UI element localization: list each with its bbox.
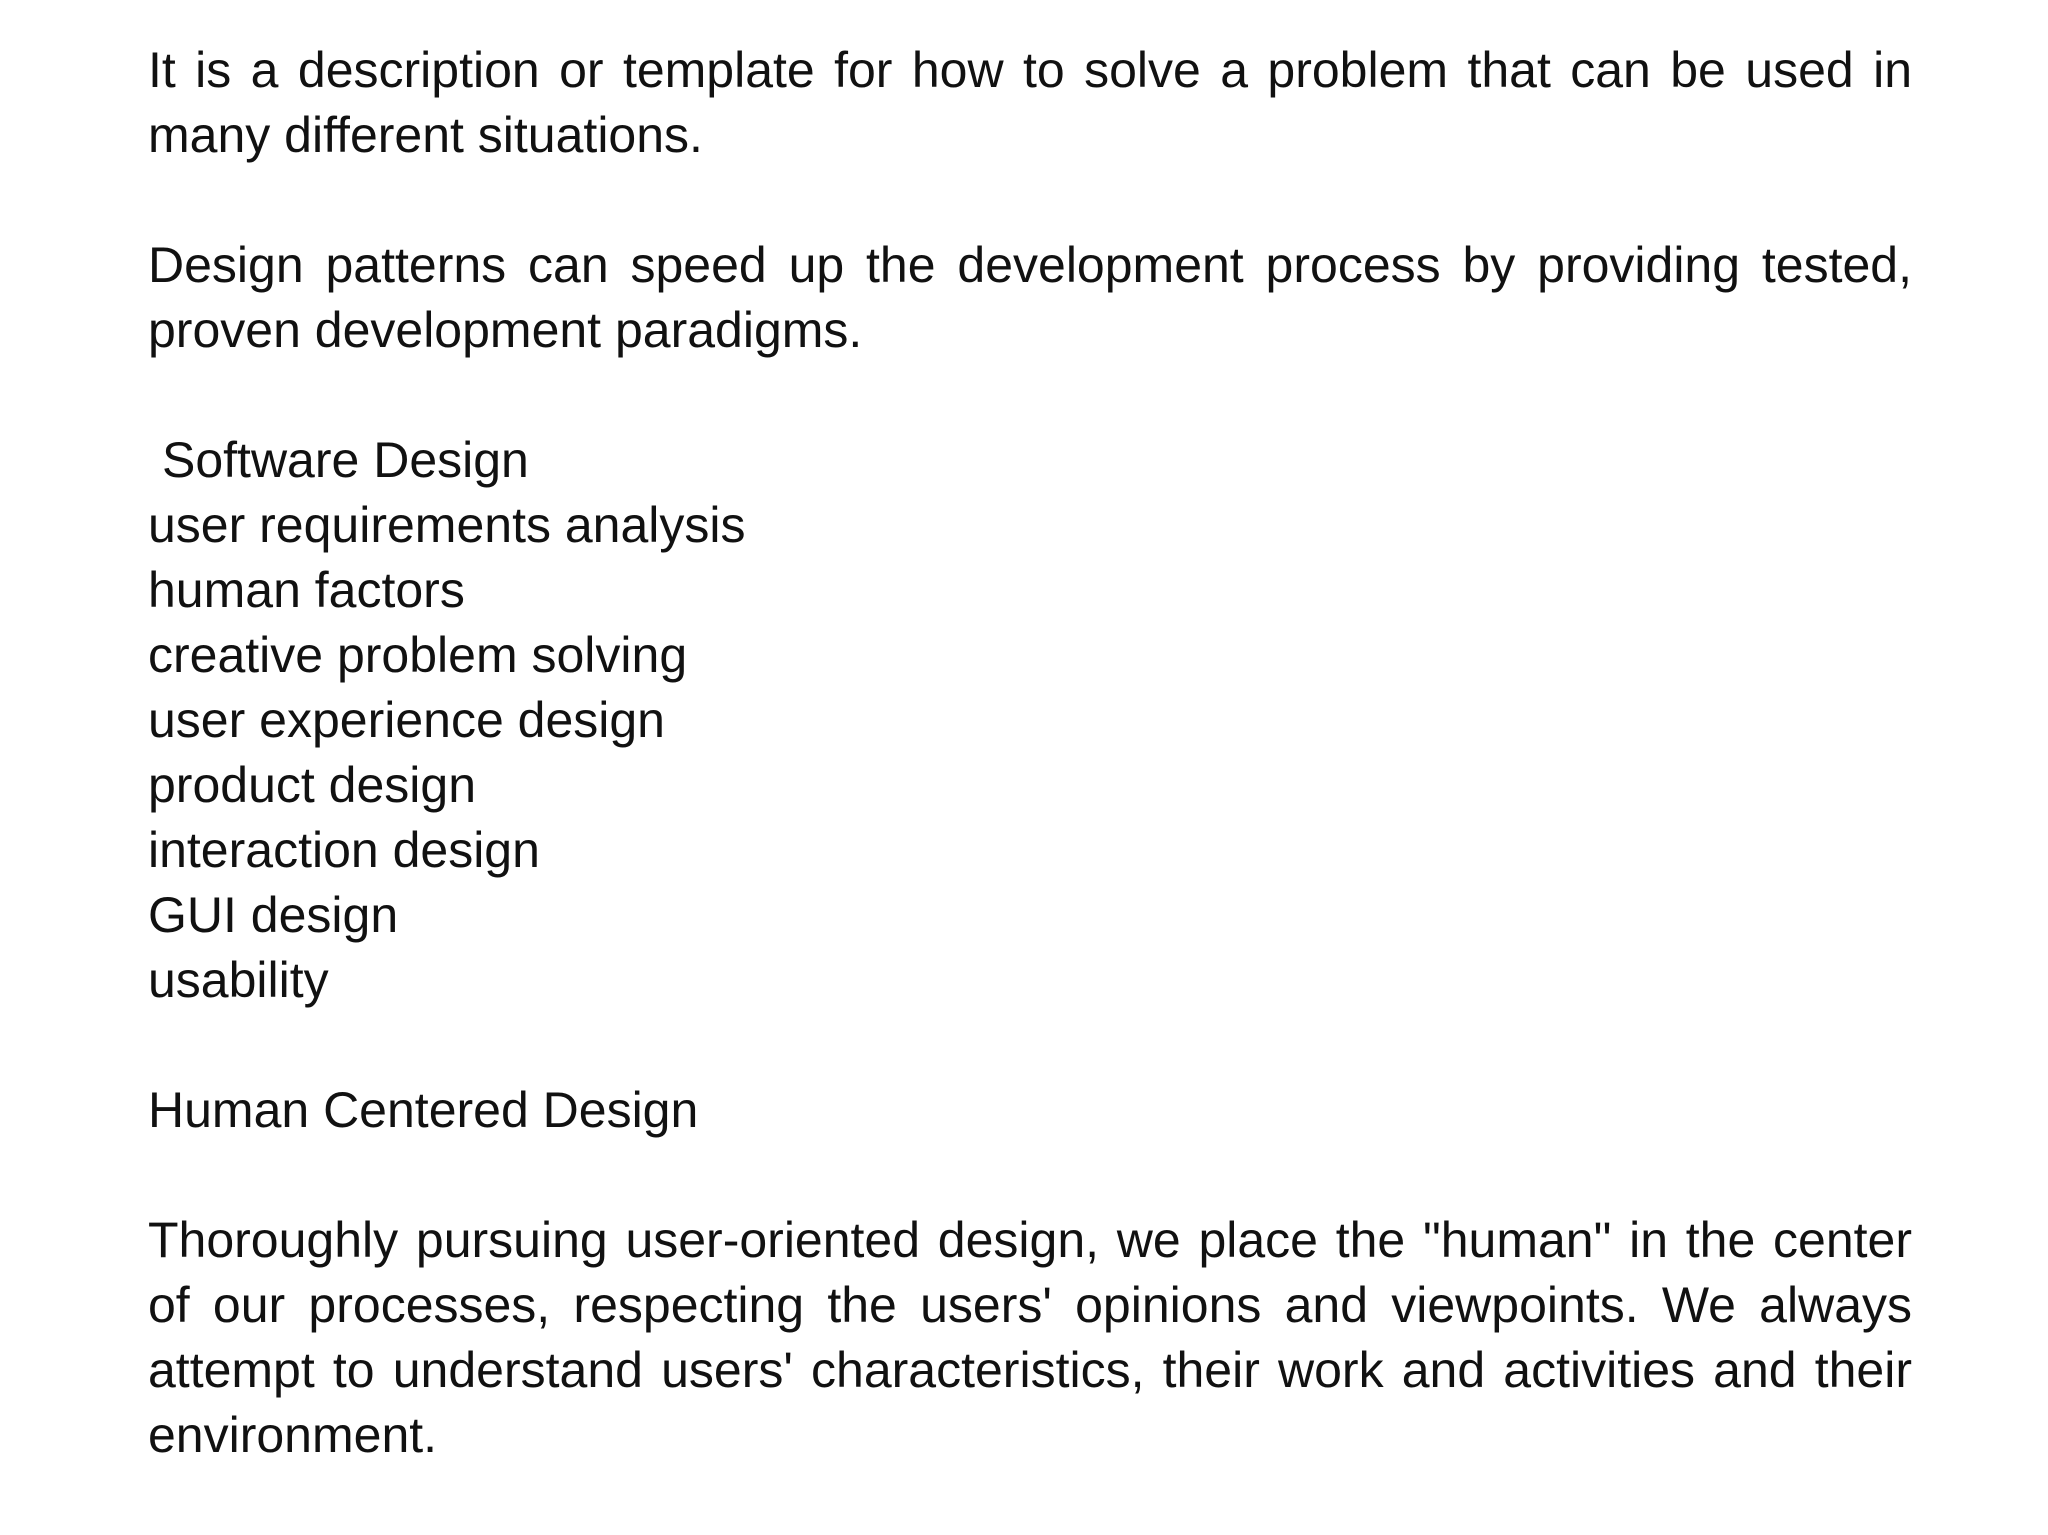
list-item: product design	[148, 757, 477, 813]
list-item: user experience design	[148, 692, 665, 748]
list-item: user requirements analysis	[148, 497, 746, 553]
human-centered-heading: Human Centered Design	[148, 1082, 699, 1138]
list-item: creative problem solving	[148, 627, 688, 683]
list-item: GUI design	[148, 887, 399, 943]
software-design-list	[148, 493, 1912, 1013]
list-item: human factors	[148, 562, 465, 618]
software-design-heading: Software Design	[162, 432, 529, 488]
document-page	[148, 38, 1912, 1468]
intro-paragraph: It is a description or template for how to solve a problem that can be used in many different situations.	[148, 42, 1912, 163]
benefit-paragraph: Design patterns can speed up the development process by providing tested, proven development paradigms.	[148, 237, 1912, 358]
list-item: interaction design	[148, 822, 540, 878]
human-centered-paragraph: Thoroughly pursuing user-oriented design, we place the "human" in the center of our processes, respecting the users' opinions and viewpoints. We always attempt to understand users' characteristics, their work and activities and their environment.	[148, 1212, 1912, 1463]
list-item: usability	[148, 952, 329, 1008]
